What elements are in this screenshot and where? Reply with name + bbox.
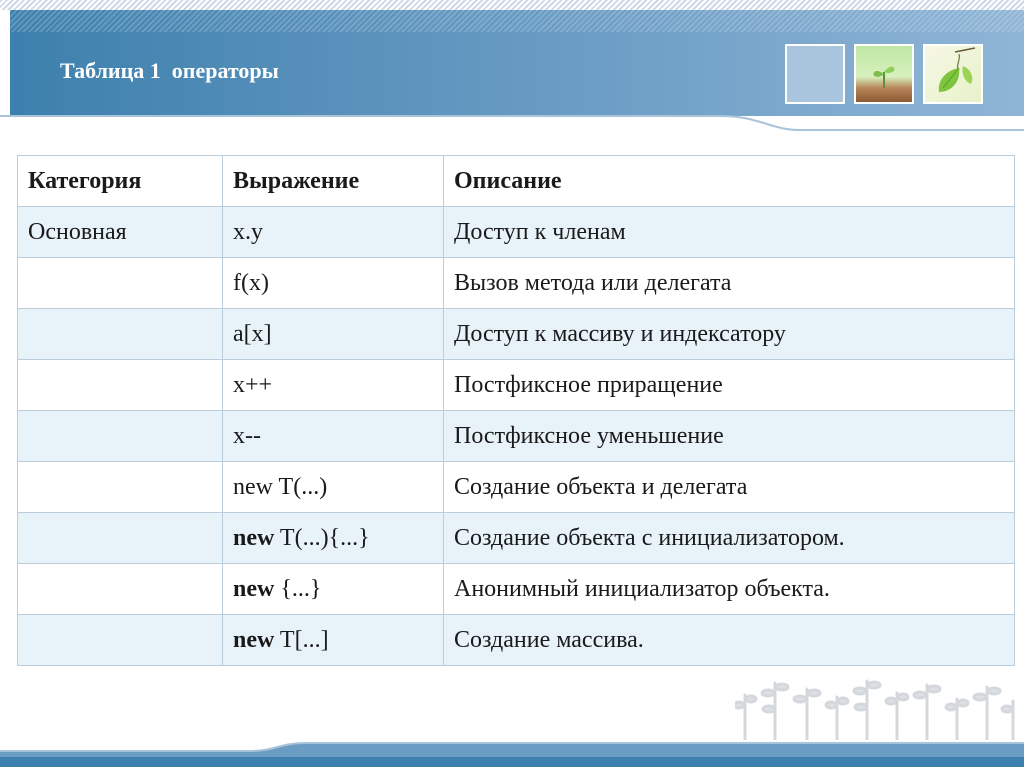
table-row <box>18 564 1015 615</box>
bottom-wave-band <box>0 741 1024 767</box>
cell-expression <box>223 207 444 258</box>
table-row <box>18 207 1015 258</box>
cell-description: Доступ к членам <box>444 207 1015 258</box>
leaf-icon <box>923 44 983 104</box>
column-header-description: Описание <box>444 156 1015 207</box>
expr-text: a[x] <box>233 320 272 347</box>
table-row <box>18 462 1015 513</box>
sprout-icon <box>854 44 914 104</box>
expr-text: x++ <box>233 371 273 398</box>
cell-category <box>18 360 223 411</box>
top-hatched-strip <box>0 0 1024 10</box>
table-row <box>18 258 1015 309</box>
blank-square <box>785 44 845 104</box>
expr-text: T(...){...} <box>274 524 370 551</box>
cell-description: Анонимный инициализатор объекта. <box>444 564 1015 615</box>
header-wave <box>0 112 1024 142</box>
cell-category: Основная <box>18 207 223 258</box>
cell-expression <box>223 411 444 462</box>
expr-text: new T(...) <box>233 473 328 500</box>
operators-table <box>17 155 1015 666</box>
cell-category <box>18 513 223 564</box>
cell-expression <box>223 258 444 309</box>
cell-category <box>18 615 223 666</box>
table-row <box>18 360 1015 411</box>
cell-category <box>18 258 223 309</box>
header-hatch <box>10 10 1024 32</box>
cell-description: Создание объекта с инициализатором. <box>444 513 1015 564</box>
cell-description: Постфиксное приращение <box>444 360 1015 411</box>
keyword-new: new <box>233 575 275 602</box>
cell-description: Создание объекта и делегата <box>444 462 1015 513</box>
cell-category <box>18 564 223 615</box>
table-header-row <box>18 156 1015 207</box>
expr-text: x-- <box>233 422 261 449</box>
column-header-category: Категория <box>18 156 223 207</box>
table-row <box>18 309 1015 360</box>
table-row <box>18 615 1015 666</box>
cell-expression <box>223 309 444 360</box>
cell-expression <box>223 360 444 411</box>
expr-text: f(x) <box>233 269 269 296</box>
cell-expression <box>223 564 444 615</box>
table-row <box>18 411 1015 462</box>
cell-expression <box>223 513 444 564</box>
cell-category <box>18 309 223 360</box>
cell-description: Доступ к массиву и индексатору <box>444 309 1015 360</box>
keyword-new: new <box>233 524 275 551</box>
cell-expression <box>223 615 444 666</box>
expr-text: {...} <box>274 575 322 602</box>
expr-text: x.y <box>233 218 263 245</box>
keyword-new: new <box>233 626 275 653</box>
sprout-icon-graphic <box>856 46 912 102</box>
cell-category <box>18 462 223 513</box>
cell-description: Создание массива. <box>444 615 1015 666</box>
page-title: Таблица 1 операторы <box>60 58 279 83</box>
cell-category <box>18 411 223 462</box>
expr-text: T[...] <box>274 626 329 653</box>
table-row <box>18 513 1015 564</box>
plants-decoration-icon <box>735 675 1020 740</box>
cell-description: Вызов метода или делегата <box>444 258 1015 309</box>
cell-expression <box>223 462 444 513</box>
leaf-icon-graphic <box>925 46 981 102</box>
column-header-expression: Выражение <box>223 156 444 207</box>
cell-description: Постфиксное уменьшение <box>444 411 1015 462</box>
